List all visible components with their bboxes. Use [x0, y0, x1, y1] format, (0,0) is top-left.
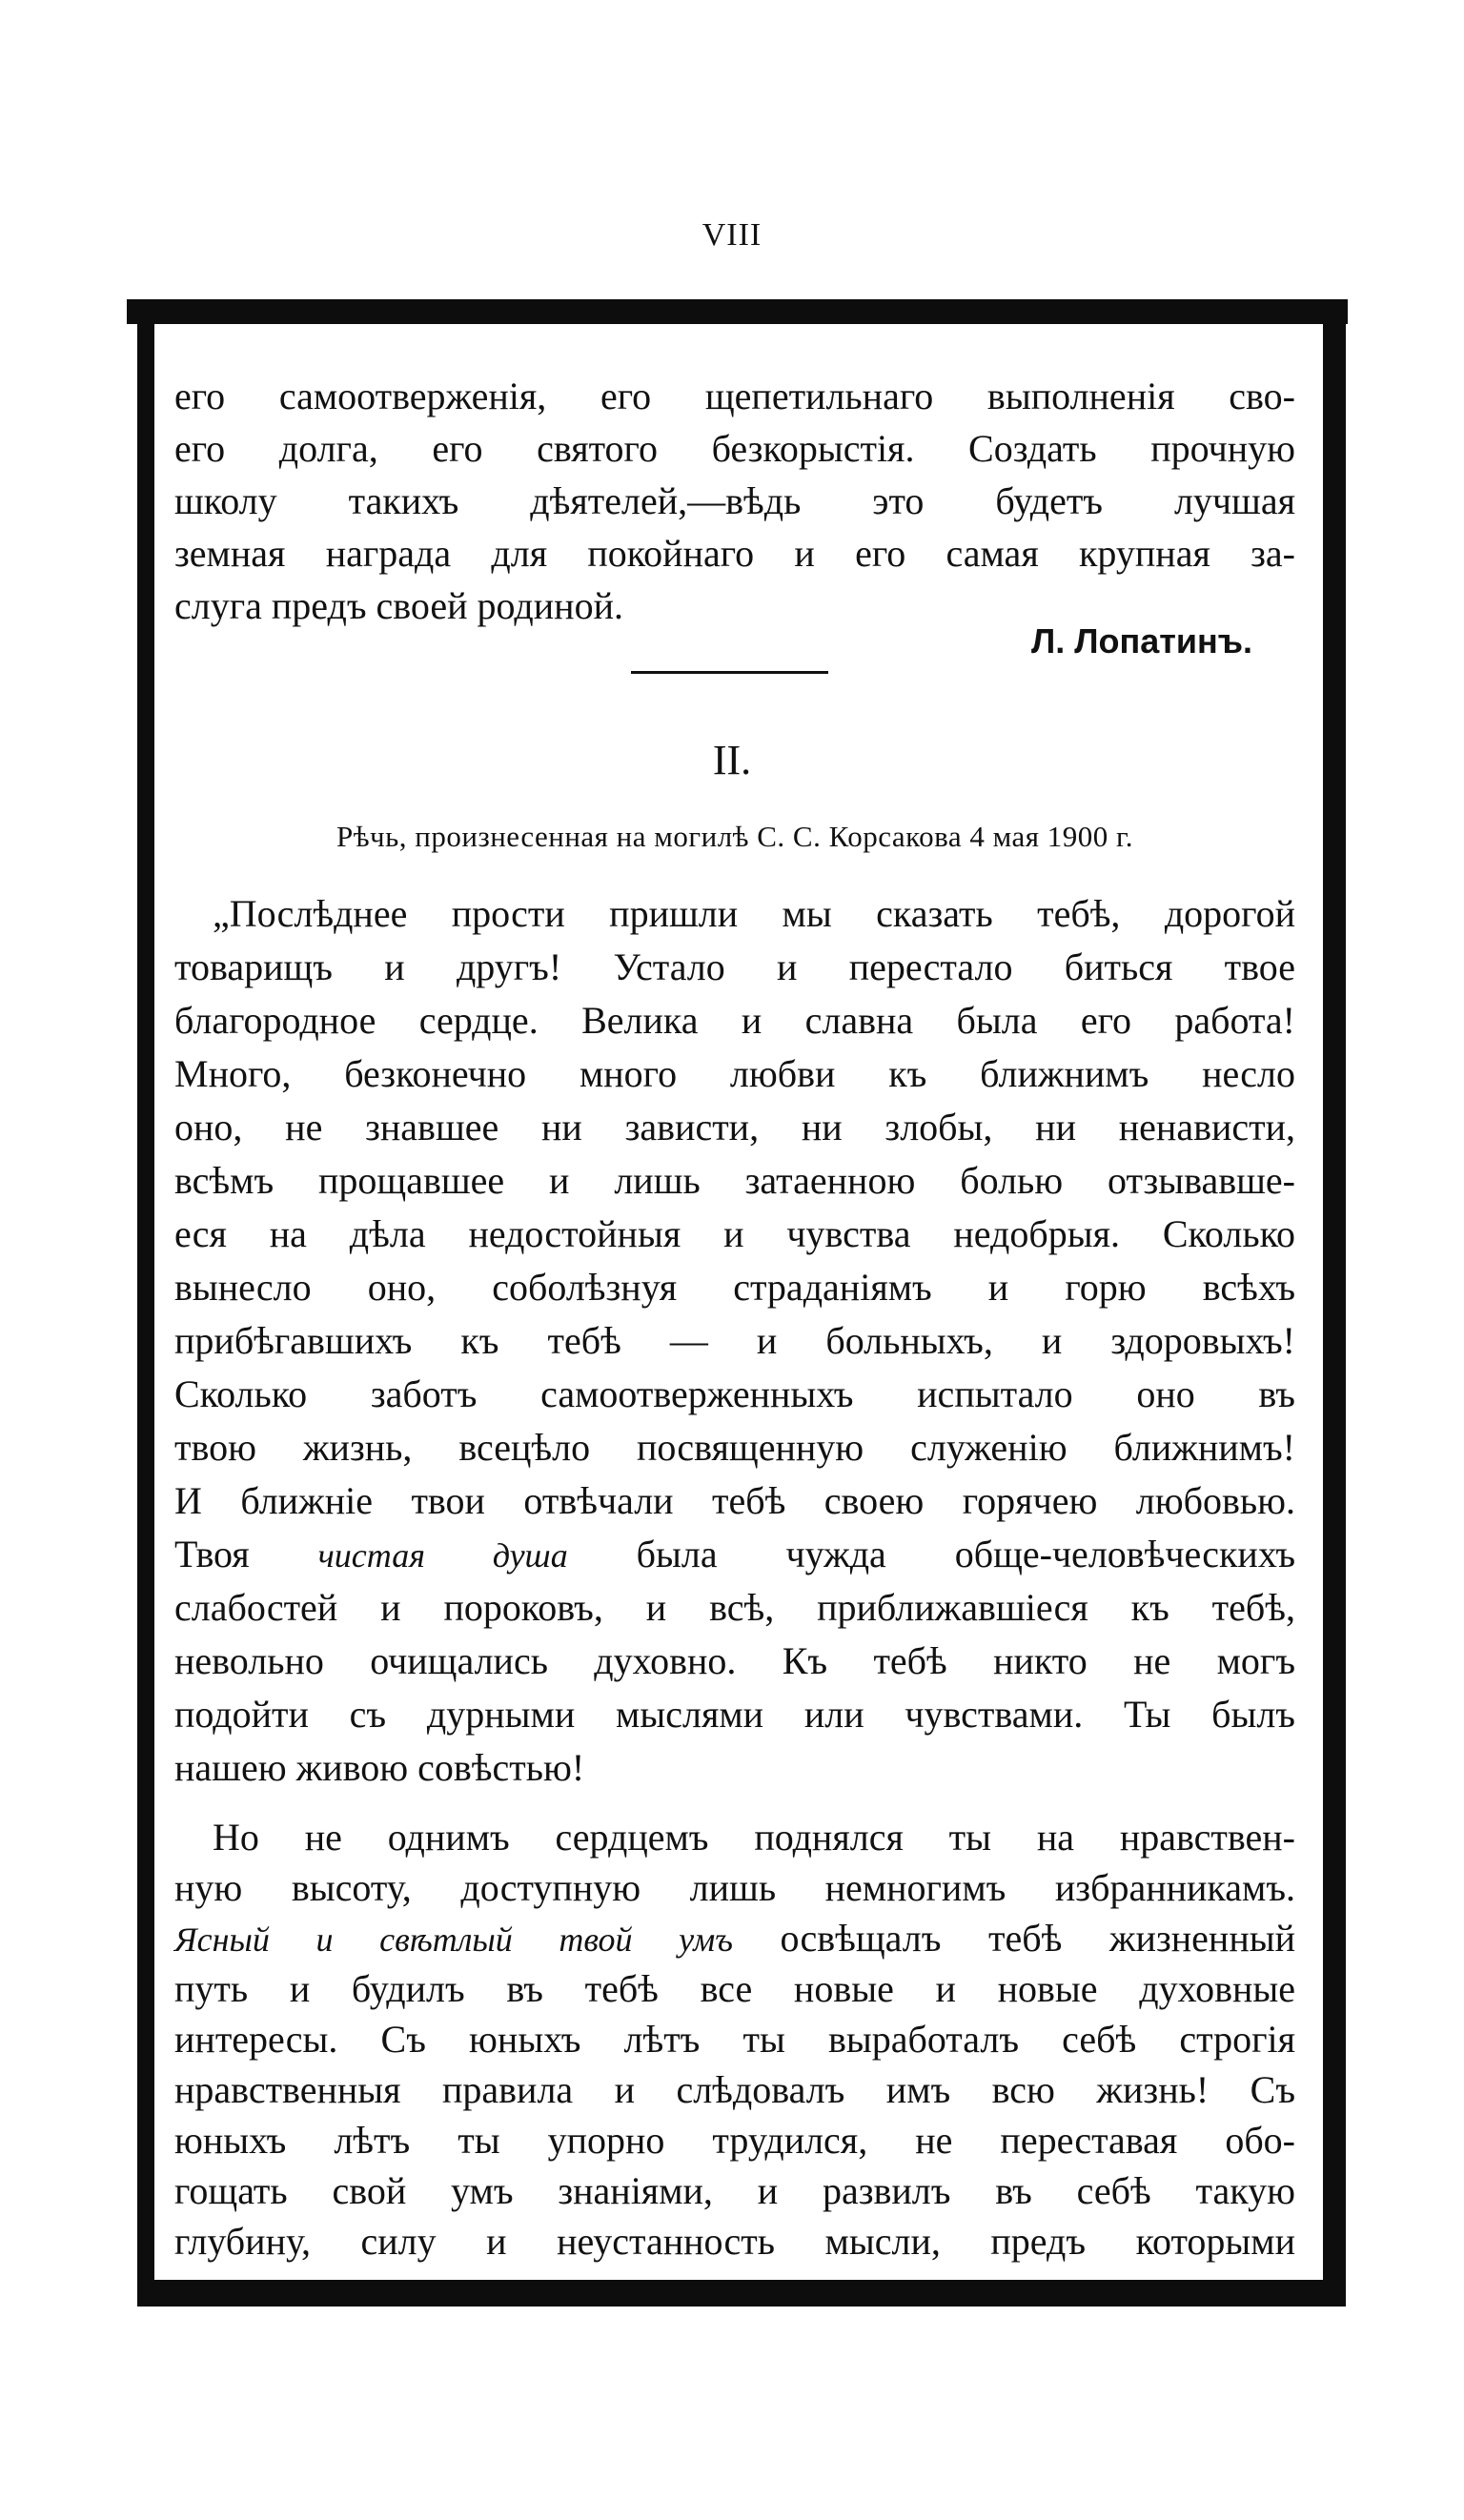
text-line: Но не однимъ сердцемъ поднялся ты на нравствен- — [213, 1816, 1295, 1859]
signature: Л. Лопатинъ. — [1030, 621, 1252, 660]
mourning-frame-bottom — [137, 2280, 1346, 2307]
section-divider — [631, 671, 828, 674]
mourning-frame-top — [127, 299, 1348, 324]
text-line: всѣмъ прощавшее и лишь затаенною болью отзывавше- — [174, 1159, 1295, 1202]
text-line: его самоотверженія, его щепетильнаго выполненія сво- — [174, 375, 1295, 417]
text-line: Много, безконечно много любви къ ближнимъ несло — [174, 1052, 1295, 1095]
text-line: товарищъ и другъ! Устало и перестало биться твое — [174, 945, 1295, 988]
page-number: VIII — [702, 217, 762, 253]
text-line: „Послѣднее прости пришли мы сказать тебѣ, дорогой — [213, 892, 1295, 935]
text-line: школу такихъ дѣятелей,—вѣдь это будетъ лучшая — [174, 479, 1295, 522]
section-caption: Рѣчь, произнесенная на могилѣ С. С. Корсакова 4 мая 1900 г. — [336, 820, 1133, 853]
text-line: подойти съ дурными мыслями или чувствами. Ты былъ — [174, 1693, 1295, 1736]
italic-emphasis: чистая душа — [317, 1536, 568, 1575]
text-line: И ближніе твои отвѣчали тебѣ своею горячею любовью. — [174, 1479, 1295, 1522]
text-line: путь и будилъ въ тебѣ все новые и новые духовные — [174, 1967, 1295, 2010]
text-segment: Твоя — [174, 1533, 318, 1575]
text-line — [174, 1912, 1295, 1965]
italic-emphasis: Ясный и свѣтлый твой умъ — [174, 1920, 733, 1959]
mourning-frame-left — [137, 299, 154, 2305]
mourning-frame-right — [1323, 299, 1346, 2305]
text-line: гощать свой умъ знаніями, и развилъ въ себѣ такую — [174, 2169, 1295, 2212]
text-line: слабостей и пороковъ, и всѣ, приближавшіеся къ тебѣ, — [174, 1586, 1295, 1629]
text-line: глубину, силу и неустанность мысли, предъ которыми — [174, 2220, 1295, 2263]
text-line: нашею живою совѣстью! — [174, 1746, 585, 1789]
section-number: II. — [712, 737, 752, 783]
text-line — [174, 1528, 1295, 1581]
text-line: прибѣгавшихъ къ тебѣ — и больныхъ, и здоровыхъ! — [174, 1319, 1295, 1362]
text-line: Сколько заботъ самоотверженныхъ испытало оно въ — [174, 1372, 1295, 1415]
text-line: нравственныя правила и слѣдовалъ имъ всю жизнь! Съ — [174, 2068, 1295, 2111]
text-line: его долга, его святого безкорыстія. Создать прочную — [174, 427, 1295, 470]
text-line: невольно очищались духовно. Къ тебѣ никто не могъ — [174, 1639, 1295, 1682]
text-line: еся на дѣла недостойныя и чувства недобрыя. Сколько — [174, 1212, 1295, 1255]
text-segment: освѣщалъ тебѣ жизненный — [732, 1917, 1296, 1960]
text-line: интересы. Съ юныхъ лѣтъ ты выработалъ себѣ строгія — [174, 2018, 1295, 2061]
text-line: земная награда для покойнаго и его самая крупная за- — [174, 532, 1295, 575]
text-line: юныхъ лѣтъ ты упорно трудился, не переставая обо- — [174, 2119, 1295, 2162]
text-segment: была чужда обще-человѣческихъ — [567, 1533, 1296, 1575]
text-line: слуга предъ своей родиной. — [174, 584, 623, 627]
text-line: вынесло оно, соболѣзнуя страданіямъ и горю всѣхъ — [174, 1266, 1295, 1309]
text-line: оно, не знавшее ни зависти, ни злобы, ни ненависти, — [174, 1106, 1295, 1148]
text-line: ную высоту, доступную лишь немногимъ избранникамъ. — [174, 1866, 1295, 1909]
text-line: благородное сердце. Велика и славна была его работа! — [174, 999, 1295, 1042]
text-line: твою жизнь, всецѣло посвященную служенію ближнимъ! — [174, 1426, 1295, 1469]
